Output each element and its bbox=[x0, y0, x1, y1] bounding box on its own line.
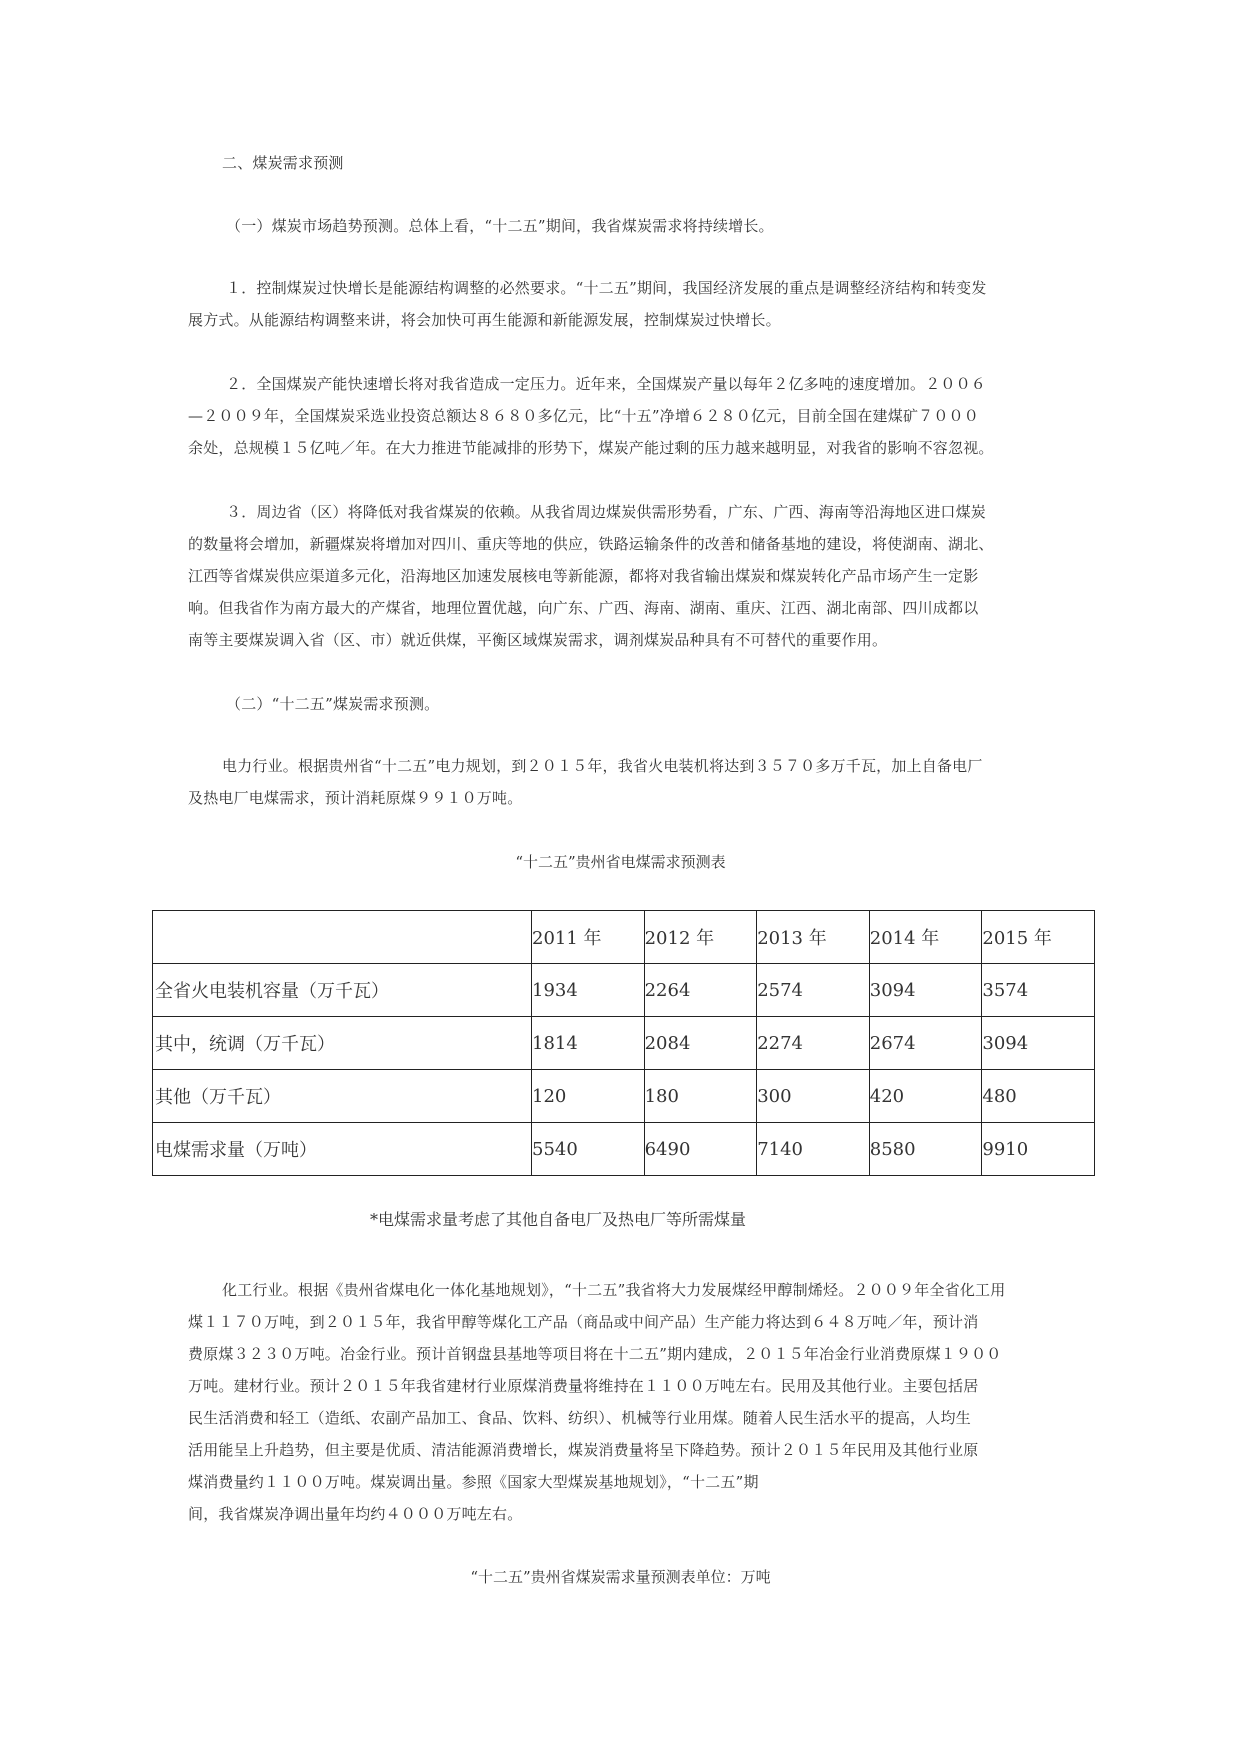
table-cell: 120 bbox=[532, 1070, 645, 1123]
table-cell: 8580 bbox=[869, 1123, 982, 1176]
table-cell: 6490 bbox=[644, 1123, 757, 1176]
table-cell: 9910 bbox=[982, 1123, 1095, 1176]
paragraph-5-line-6: 活用能呈上升趋势，但主要是优质、清洁能源消费增长，煤炭消费量将呈下降趋势。预计２０１５年民用及其他行业原 bbox=[188, 1441, 979, 1459]
paragraph-4-line-2: 及热电厂电煤需求，预计消耗原煤９９１０万吨。 bbox=[188, 789, 523, 807]
paragraph-5-line-8: 间，我省煤炭净调出量年均约４０００万吨左右。 bbox=[188, 1505, 523, 1523]
table-row bbox=[153, 1123, 1095, 1176]
table-cell: 1814 bbox=[532, 1017, 645, 1070]
paragraph-5-line-4: 万吨。建材行业。预计２０１５年我省建材行业原煤消费量将维持在１１００万吨左右。民用及其他行业。主要包括居 bbox=[188, 1377, 979, 1395]
table-cell: 2264 bbox=[644, 964, 757, 1017]
paragraph-5-line-3: 费原煤３２３０万吨。冶金行业。预计首钢盘县基地等项目将在十二五”期内建成，２０１５年冶金行业消费原煤１９００ bbox=[188, 1345, 1002, 1363]
row-label: 电煤需求量（万吨） bbox=[153, 1123, 532, 1176]
paragraph-2-line-3: 余处，总规模１５亿吨／年。在大力推进节能减排的形势下，煤炭产能过剩的压力越来越明显，对我省的影响不容忽视。 bbox=[188, 439, 994, 457]
table-cell: 2084 bbox=[644, 1017, 757, 1070]
paragraph-3-line-3: 江西等省煤炭供应渠道多元化，沿海地区加速发展核电等新能源，都将对我省输出煤炭和煤炭转化产品市场产生一定影 bbox=[188, 567, 979, 585]
table-cell: 2674 bbox=[869, 1017, 982, 1070]
table-cell: 300 bbox=[757, 1070, 870, 1123]
table-cell: 5540 bbox=[532, 1123, 645, 1176]
table-1-caption: “十二五”贵州省电煤需求预测表 bbox=[515, 853, 726, 871]
coal-demand-table bbox=[152, 910, 1095, 1176]
table-cell: 420 bbox=[869, 1070, 982, 1123]
header-cell: 2014 年 bbox=[869, 911, 982, 964]
paragraph-5-line-1: 化工行业。根据《贵州省煤电化一体化基地规划》，“十二五”我省将大力发展煤经甲醇制烯烃。２００９年全省化工用 bbox=[222, 1281, 1006, 1299]
paragraph-3-line-1: ３．周边省（区）将降低对我省煤炭的依赖。从我省周边煤炭供需形势看，广东、广西、海南等沿海地区进口煤炭 bbox=[226, 503, 987, 521]
paragraph-3-line-2: 的数量将会增加，新疆煤炭将增加对四川、重庆等地的供应，铁路运输条件的改善和储备基地的建设，将使湖南、湖北、 bbox=[188, 535, 994, 553]
paragraph-5-line-7: 煤消费量约１１００万吨。煤炭调出量。参照《国家大型煤炭基地规划》，“十二五”期 bbox=[188, 1473, 759, 1491]
table-cell: 3574 bbox=[982, 964, 1095, 1017]
table-cell: 180 bbox=[644, 1070, 757, 1123]
paragraph-5-line-5: 民生活消费和轻工（造纸、农副产品加工、食品、饮料、纺织）、机械等行业用煤。随着人民生活水平的提高，人均生 bbox=[188, 1409, 971, 1427]
header-cell: 2011 年 bbox=[532, 911, 645, 964]
paragraph-1-line-2: 展方式。从能源结构调整来讲，将会加快可再生能源和新能源发展，控制煤炭过快增长。 bbox=[188, 311, 781, 329]
header-cell: 2013 年 bbox=[757, 911, 870, 964]
table-header-row bbox=[153, 911, 1095, 964]
paragraph-2-line-2: —２００９年，全国煤炭采选业投资总额达８６８０多亿元，比“十五”净增６２８０亿元，目前全国在建煤矿７０００ bbox=[188, 407, 979, 425]
section-heading: 二、煤炭需求预测 bbox=[222, 154, 344, 172]
table-row bbox=[153, 1070, 1095, 1123]
paragraph-1-line-1: １．控制煤炭过快增长是能源结构调整的必然要求。“十二五”期间，我国经济发展的重点是调整经济结构和转变发 bbox=[226, 279, 987, 297]
table-cell: 480 bbox=[982, 1070, 1095, 1123]
table-cell: 3094 bbox=[869, 964, 982, 1017]
header-cell bbox=[153, 911, 532, 964]
row-label: 全省火电装机容量（万千瓦） bbox=[153, 964, 532, 1017]
paragraph-4-line-1: 电力行业。根据贵州省“十二五”电力规划，到２０１５年，我省火电装机将达到３５７０多万千瓦，加上自备电厂 bbox=[222, 757, 983, 775]
row-label: 其他（万千瓦） bbox=[153, 1070, 532, 1123]
header-cell: 2012 年 bbox=[644, 911, 757, 964]
table-cell: 2574 bbox=[757, 964, 870, 1017]
paragraph-3-line-4: 响。但我省作为南方最大的产煤省，地理位置优越，向广东、广西、海南、湖南、重庆、江西、湖北南部、四川成都以 bbox=[188, 599, 979, 617]
table-cell: 7140 bbox=[757, 1123, 870, 1176]
subsection-heading-2: （二）“十二五”煤炭需求预测。 bbox=[226, 695, 440, 713]
header-cell: 2015 年 bbox=[982, 911, 1095, 964]
row-label: 其中，统调（万千瓦） bbox=[153, 1017, 532, 1070]
paragraph-2-line-1: ２．全国煤炭产能快速增长将对我省造成一定压力。近年来，全国煤炭产量以每年２亿多吨的速度增加。２００６ bbox=[226, 375, 987, 393]
table-cell: 2274 bbox=[757, 1017, 870, 1070]
paragraph-5-line-2: 煤１１７０万吨，到２０１５年，我省甲醇等煤化工产品（商品或中间产品）生产能力将达到６４８万吨／年，预计消 bbox=[188, 1313, 979, 1331]
table-cell: 3094 bbox=[982, 1017, 1095, 1070]
table-1-footnote: *电煤需求量考虑了其他自备电厂及热电厂等所需煤量 bbox=[370, 1210, 747, 1229]
subsection-heading-1: （一）煤炭市场趋势预测。总体上看，“十二五”期间，我省煤炭需求将持续增长。 bbox=[226, 217, 774, 235]
table-row bbox=[153, 964, 1095, 1017]
table-2-caption: “十二五”贵州省煤炭需求量预测表单位：万吨 bbox=[470, 1568, 771, 1586]
table-cell: 1934 bbox=[532, 964, 645, 1017]
table-row bbox=[153, 1017, 1095, 1070]
paragraph-3-line-5: 南等主要煤炭调入省（区、市）就近供煤，平衡区域煤炭需求，调剂煤炭品种具有不可替代的重要作用。 bbox=[188, 631, 888, 649]
